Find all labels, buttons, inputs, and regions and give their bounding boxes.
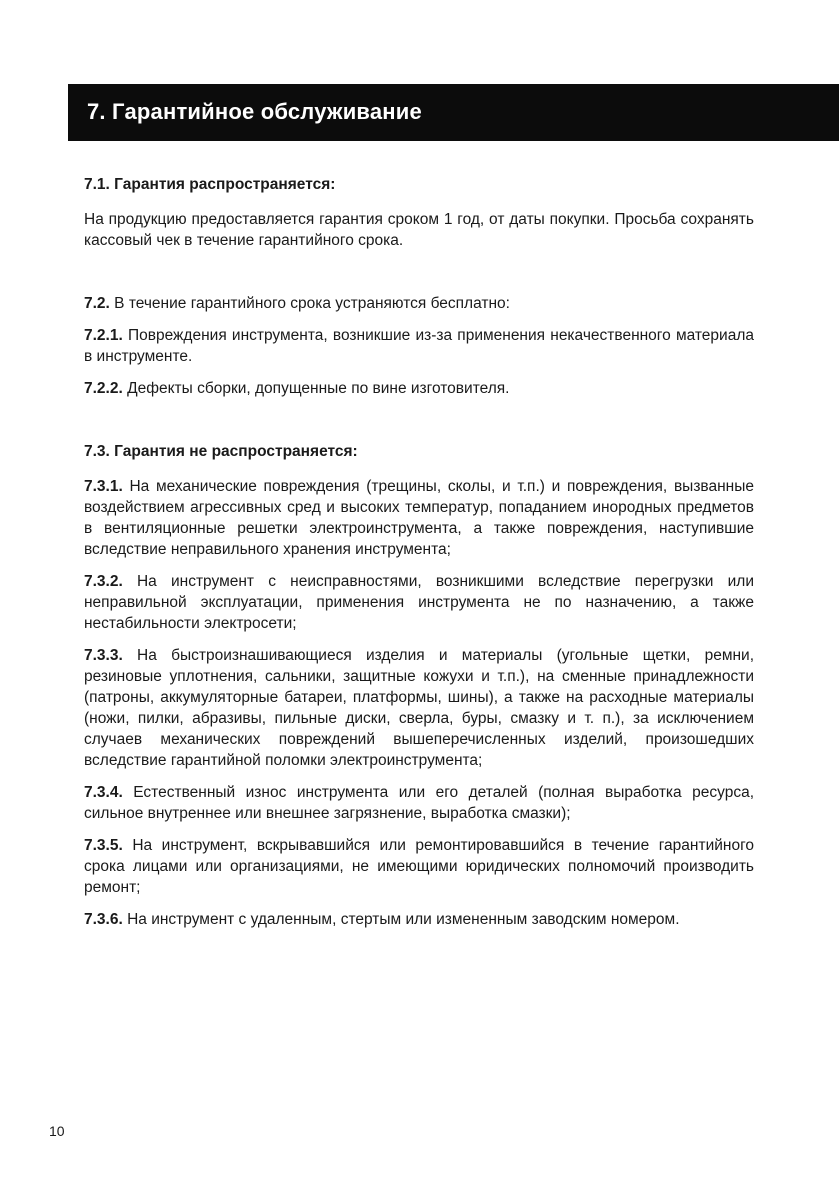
- paragraph-7-2-2: [84, 378, 754, 399]
- clause-text: Дефекты сборки, допущенные по вине изготовителя.: [127, 380, 510, 397]
- paragraph-7-2: [84, 293, 754, 314]
- section-header-bar: [68, 84, 839, 141]
- clause-text: На инструмент с удаленным, стертым или измененным заводским номером.: [127, 911, 680, 928]
- clause-label: 7.2.1.: [84, 327, 123, 344]
- clause-text: Повреждения инструмента, возникшие из-за применения некачественного материала в инструменте.: [84, 327, 754, 365]
- clause-label: 7.3.2.: [84, 573, 123, 590]
- clause-text: На инструмент, вскрывавшийся или ремонтировавшийся в течение гарантийного срока лицами или организациями, не имеющими юридических полномочий производить ремонт;: [84, 837, 754, 896]
- section-title: 7. Гарантийное обслуживание: [87, 99, 422, 124]
- clause-label: 7.3.6.: [84, 911, 123, 928]
- clause-label: 7.3.1.: [84, 478, 123, 495]
- clause-text: Естественный износ инструмента или его деталей (полная выработка ресурса, сильное внутреннее или внешнее загрязнение, выработка смазки);: [84, 784, 755, 822]
- clause-text: На быстроизнашивающиеся изделия и материалы (угольные щетки, ремни, резиновые уплотнения, сальники, защитные кожухи и т.п.), на сменные принадлежности (патроны, аккумуляторные батареи, платформы, шины), а также на расходные материалы (ножи, пилки, абразивы, пильные диски, сверла, буры, смазку и т. п.), за исключением случаев механических повреждений вышеперечисленных изделий, произошедших вследствие гарантийной поломки электроинструмента;: [84, 647, 754, 769]
- paragraph-7-3-4: [84, 782, 754, 824]
- clause-label: 7.2.2.: [84, 380, 123, 397]
- page-number: 10: [49, 1123, 65, 1139]
- clause-label: 7.3.4.: [84, 784, 123, 801]
- clause-label: 7.3.3.: [84, 647, 123, 664]
- paragraph-7-3-2: [84, 571, 754, 634]
- paragraph-7-2-1: [84, 325, 754, 367]
- heading-7-1: 7.1. Гарантия распространяется:: [84, 176, 336, 193]
- clause-label: 7.2.: [84, 295, 110, 312]
- paragraph-7-3-5: [84, 835, 754, 898]
- paragraph-7-3-1: [84, 476, 754, 560]
- clause-label: 7.3.5.: [84, 837, 123, 854]
- clause-text: На механические повреждения (трещины, сколы, и т.п.) и повреждения, вызванные воздействием агрессивных сред и высоких температур, попаданием инородных предметов в вентиляционные решетки электроинструмента, а также повреждения, наступившие вследствие неправильного хранения инструмента;: [84, 478, 754, 558]
- clause-text: На инструмент с неисправностями, возникшими вследствие перегрузки или неправильной эксплуатации, применения инструмента не по назначению, а также нестабильности электросети;: [84, 573, 754, 632]
- paragraph-7-1: На продукцию предоставляется гарантия сроком 1 год, от даты покупки. Просьба сохранять кассовый чек в течение гарантийного срока.: [84, 211, 754, 249]
- heading-7-3: 7.3. Гарантия не распространяется:: [84, 443, 358, 460]
- paragraph-7-3-6: [84, 909, 754, 930]
- paragraph-7-3-3: [84, 645, 754, 771]
- warranty-content: [84, 174, 754, 930]
- clause-text: В течение гарантийного срока устраняются бесплатно:: [114, 295, 510, 312]
